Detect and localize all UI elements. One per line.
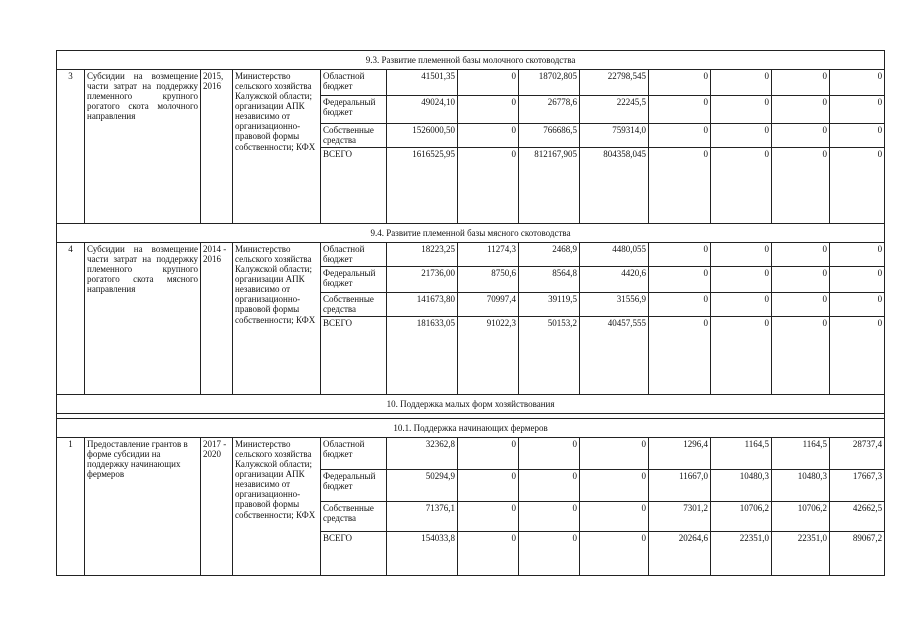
- value-cell: 0: [830, 317, 885, 395]
- value-cell: 22351,0: [772, 532, 830, 576]
- value-cell: 91022,3: [458, 317, 519, 395]
- measure-name: Предоставление грантов в форме субсидии на поддержку начинающих фермеров: [85, 438, 201, 576]
- value-cell: 0: [519, 438, 580, 470]
- value-cell: 759314,0: [580, 124, 649, 148]
- value-cell: 0: [711, 124, 772, 148]
- row-number: 4: [57, 243, 85, 395]
- value-cell: 0: [458, 438, 519, 470]
- value-cell: 0: [458, 96, 519, 124]
- section-row: [57, 395, 885, 414]
- funding-source: Федеральный бюджет: [321, 96, 387, 124]
- value-cell: 11274,3: [458, 243, 519, 267]
- value-cell: 0: [711, 243, 772, 267]
- value-cell: 0: [519, 502, 580, 532]
- value-cell: 0: [772, 267, 830, 293]
- budget-table: [56, 50, 885, 576]
- value-cell: 0: [649, 243, 711, 267]
- value-cell: 0: [649, 70, 711, 96]
- value-cell: 70997,4: [458, 293, 519, 317]
- table-row: [57, 70, 885, 96]
- value-cell: 0: [458, 502, 519, 532]
- section-title: 10. Поддержка малых форм хозяйствования: [57, 395, 885, 414]
- value-cell: 22245,5: [580, 96, 649, 124]
- table-row: [57, 438, 885, 470]
- funding-source: Федеральный бюджет: [321, 267, 387, 293]
- value-cell: 39119,5: [519, 293, 580, 317]
- value-cell: 1164,5: [711, 438, 772, 470]
- years: 2017 - 2020: [201, 438, 233, 576]
- value-cell: 0: [830, 243, 885, 267]
- value-cell: 0: [772, 293, 830, 317]
- section-title: 9.4. Развитие племенной базы мясного скотоводства: [57, 224, 885, 243]
- measure-name: Субсидии на возмещение части затрат на поддержку племенного крупного рогатого скота молочного направления: [85, 70, 201, 224]
- document-page: [56, 50, 883, 576]
- value-cell: 0: [772, 148, 830, 224]
- value-cell: 0: [458, 532, 519, 576]
- value-cell: 0: [830, 148, 885, 224]
- value-cell: 0: [458, 148, 519, 224]
- value-cell: 0: [830, 124, 885, 148]
- value-cell: 71376,1: [387, 502, 458, 532]
- value-cell: 32362,8: [387, 438, 458, 470]
- value-cell: 18223,25: [387, 243, 458, 267]
- value-cell: 0: [649, 293, 711, 317]
- value-cell: 1526000,50: [387, 124, 458, 148]
- measure-name: Субсидии на возмещение части затрат на поддержку племенного крупного рогатого скота мясного направления: [85, 243, 201, 395]
- value-cell: 89067,2: [830, 532, 885, 576]
- years: 2015, 2016: [201, 70, 233, 224]
- value-cell: 0: [711, 293, 772, 317]
- section-row: [57, 224, 885, 243]
- funding-source: ВСЕГО: [321, 148, 387, 224]
- value-cell: 50294,9: [387, 470, 458, 502]
- value-cell: 0: [580, 502, 649, 532]
- value-cell: 0: [772, 243, 830, 267]
- value-cell: 1296,4: [649, 438, 711, 470]
- value-cell: 141673,80: [387, 293, 458, 317]
- value-cell: 4480,055: [580, 243, 649, 267]
- value-cell: 0: [830, 70, 885, 96]
- subsection-row: [57, 419, 885, 438]
- value-cell: 0: [830, 293, 885, 317]
- funding-source: Собственные средства: [321, 293, 387, 317]
- value-cell: 10706,2: [711, 502, 772, 532]
- value-cell: 22351,0: [711, 532, 772, 576]
- value-cell: 21736,00: [387, 267, 458, 293]
- years: 2014 - 2016: [201, 243, 233, 395]
- value-cell: 0: [711, 70, 772, 96]
- value-cell: 0: [580, 438, 649, 470]
- value-cell: 31556,9: [580, 293, 649, 317]
- value-cell: 10706,2: [772, 502, 830, 532]
- value-cell: 10480,3: [711, 470, 772, 502]
- value-cell: 181633,05: [387, 317, 458, 395]
- funding-source: ВСЕГО: [321, 317, 387, 395]
- value-cell: 42662,5: [830, 502, 885, 532]
- value-cell: 17667,3: [830, 470, 885, 502]
- value-cell: 0: [711, 317, 772, 395]
- value-cell: 0: [772, 317, 830, 395]
- section-row: [57, 51, 885, 70]
- subsection-title: 10.1. Поддержка начинающих фермеров: [57, 419, 885, 438]
- table-row: [57, 243, 885, 267]
- value-cell: 22798,545: [580, 70, 649, 96]
- value-cell: 0: [580, 532, 649, 576]
- value-cell: 804358,045: [580, 148, 649, 224]
- value-cell: 41501,35: [387, 70, 458, 96]
- value-cell: 0: [711, 96, 772, 124]
- value-cell: 40457,555: [580, 317, 649, 395]
- funding-source: Областной бюджет: [321, 438, 387, 470]
- funding-source: ВСЕГО: [321, 532, 387, 576]
- value-cell: 10480,3: [772, 470, 830, 502]
- value-cell: 0: [458, 470, 519, 502]
- value-cell: 766686,5: [519, 124, 580, 148]
- value-cell: 4420,6: [580, 267, 649, 293]
- value-cell: 812167,905: [519, 148, 580, 224]
- value-cell: 0: [580, 470, 649, 502]
- value-cell: 26778,6: [519, 96, 580, 124]
- value-cell: 0: [519, 532, 580, 576]
- value-cell: 0: [649, 124, 711, 148]
- value-cell: 18702,805: [519, 70, 580, 96]
- row-number: 1: [57, 438, 85, 576]
- value-cell: 1616525,95: [387, 148, 458, 224]
- value-cell: 0: [772, 96, 830, 124]
- value-cell: 28737,4: [830, 438, 885, 470]
- value-cell: 1164,5: [772, 438, 830, 470]
- value-cell: 0: [649, 96, 711, 124]
- funding-source: Собственные средства: [321, 502, 387, 532]
- value-cell: 0: [649, 148, 711, 224]
- value-cell: 154033,8: [387, 532, 458, 576]
- funding-source: Собственные средства: [321, 124, 387, 148]
- value-cell: 0: [711, 148, 772, 224]
- funding-source: Областной бюджет: [321, 70, 387, 96]
- value-cell: 7301,2: [649, 502, 711, 532]
- value-cell: 0: [458, 70, 519, 96]
- funding-source: Федеральный бюджет: [321, 470, 387, 502]
- value-cell: 50153,2: [519, 317, 580, 395]
- executor: Министерство сельского хозяйства Калужской области; организации АПК независимо от организационно-правовой формы собственности; КФХ: [233, 438, 321, 576]
- value-cell: 8750,6: [458, 267, 519, 293]
- value-cell: 0: [830, 96, 885, 124]
- funding-source: Областной бюджет: [321, 243, 387, 267]
- executor: Министерство сельского хозяйства Калужской области; организации АПК независимо от организационно-правовой формы собственности; КФХ: [233, 70, 321, 224]
- value-cell: 0: [649, 267, 711, 293]
- value-cell: 0: [649, 317, 711, 395]
- value-cell: 49024,10: [387, 96, 458, 124]
- value-cell: 0: [830, 267, 885, 293]
- value-cell: 2468,9: [519, 243, 580, 267]
- executor: Министерство сельского хозяйства Калужской области; организации АПК независимо от организационно-правовой формы собственности; КФХ: [233, 243, 321, 395]
- value-cell: 0: [711, 267, 772, 293]
- value-cell: 20264,6: [649, 532, 711, 576]
- value-cell: 0: [772, 124, 830, 148]
- section-title: 9.3. Развитие племенной базы молочного скотоводства: [57, 51, 885, 70]
- value-cell: 0: [519, 470, 580, 502]
- row-number: 3: [57, 70, 85, 224]
- value-cell: 11667,0: [649, 470, 711, 502]
- value-cell: 0: [458, 124, 519, 148]
- value-cell: 0: [772, 70, 830, 96]
- value-cell: 8564,8: [519, 267, 580, 293]
